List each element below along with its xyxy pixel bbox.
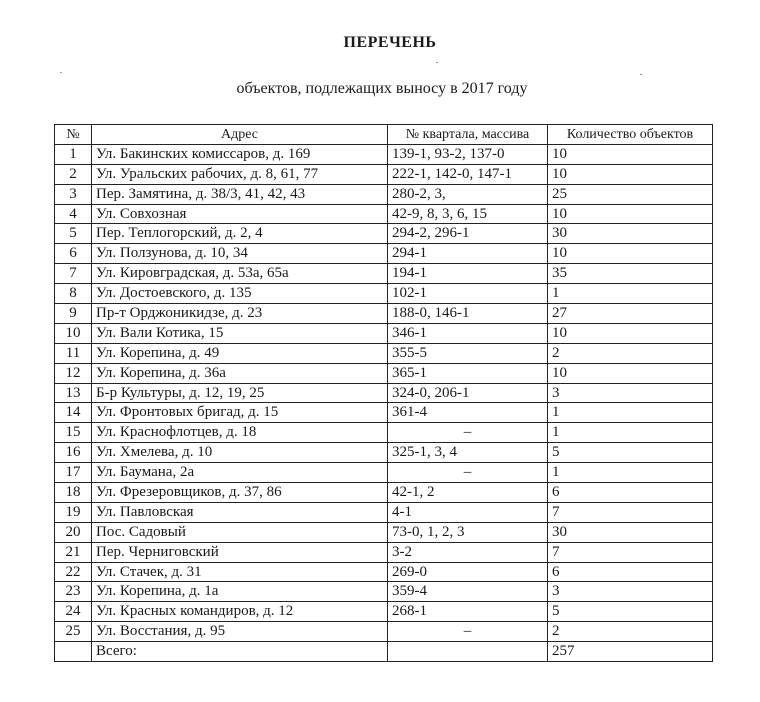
row-quarter-cell: 325-1, 3, 4	[388, 443, 548, 463]
row-address-cell: Ул. Фрезеровщиков, д. 37, 86	[92, 483, 388, 503]
row-count-cell: 35	[548, 264, 713, 284]
row-quarter-cell: 269-0	[388, 562, 548, 582]
row-address-cell: Пр-т Орджоникидзе, д. 23	[92, 304, 388, 324]
row-number-cell: 13	[55, 383, 92, 403]
row-count-cell: 5	[548, 443, 713, 463]
row-quarter-cell: –	[388, 622, 548, 642]
table-row	[55, 164, 713, 184]
row-count-cell: 30	[548, 522, 713, 542]
row-quarter-cell: 194-1	[388, 264, 548, 284]
row-count-cell: 3	[548, 383, 713, 403]
table-row	[55, 264, 713, 284]
row-count-cell: 7	[548, 502, 713, 522]
table-row	[55, 363, 713, 383]
row-count-cell: 10	[548, 204, 713, 224]
row-count-cell: 10	[548, 323, 713, 343]
row-quarter-cell: 42-1, 2	[388, 483, 548, 503]
row-address-cell: Пер. Черниговский	[92, 542, 388, 562]
row-number-cell: 17	[55, 463, 92, 483]
total-empty-cell	[55, 642, 92, 662]
row-quarter-cell: 294-2, 296-1	[388, 224, 548, 244]
row-quarter-cell: 139-1, 93-2, 137-0	[388, 144, 548, 164]
row-count-cell: 1	[548, 403, 713, 423]
row-number-cell: 7	[55, 264, 92, 284]
table-row	[55, 562, 713, 582]
table-row	[55, 443, 713, 463]
row-quarter-cell: –	[388, 423, 548, 443]
table-row	[55, 483, 713, 503]
row-number-cell: 3	[55, 184, 92, 204]
row-number-cell: 10	[55, 323, 92, 343]
row-number-cell: 15	[55, 423, 92, 443]
row-number-cell: 11	[55, 343, 92, 363]
table-row	[55, 204, 713, 224]
row-quarter-cell: 365-1	[388, 363, 548, 383]
row-number-cell: 23	[55, 582, 92, 602]
row-number-cell: 19	[55, 502, 92, 522]
table-row	[55, 622, 713, 642]
row-quarter-cell: 102-1	[388, 284, 548, 304]
table-row	[55, 343, 713, 363]
row-address-cell: Ул. Уральских рабочих, д. 8, 61, 77	[92, 164, 388, 184]
row-address-cell: Пос. Садовый	[92, 522, 388, 542]
document-subtitle: объектов, подлежащих выносу в 2017 году	[236, 80, 528, 97]
row-count-cell: 2	[548, 343, 713, 363]
objects-table	[54, 124, 713, 662]
row-address-cell: Ул. Стачек, д. 31	[92, 562, 388, 582]
row-count-cell: 10	[548, 363, 713, 383]
row-address-cell: Ул. Достоевского, д. 135	[92, 284, 388, 304]
row-address-cell: Ул. Баумана, 2а	[92, 463, 388, 483]
row-number-cell: 1	[55, 144, 92, 164]
row-number-cell: 2	[55, 164, 92, 184]
row-address-cell: Ул. Фронтовых бригад, д. 15	[92, 403, 388, 423]
total-value: 257	[548, 642, 713, 662]
row-quarter-cell: 4-1	[388, 502, 548, 522]
row-count-cell: 6	[548, 483, 713, 503]
row-count-cell: 25	[548, 184, 713, 204]
row-count-cell: 1	[548, 284, 713, 304]
row-address-cell: Ул. Краснофлотцев, д. 18	[92, 423, 388, 443]
table-row	[55, 184, 713, 204]
table-header-row	[55, 125, 713, 145]
table-row	[55, 463, 713, 483]
table-row	[55, 582, 713, 602]
row-number-cell: 5	[55, 224, 92, 244]
row-count-cell: 10	[548, 164, 713, 184]
total-empty-cell	[388, 642, 548, 662]
total-label: Всего:	[92, 642, 388, 662]
row-number-cell: 6	[55, 244, 92, 264]
row-quarter-cell: 346-1	[388, 323, 548, 343]
table-row	[55, 423, 713, 443]
row-count-cell: 5	[548, 602, 713, 622]
table-row	[55, 403, 713, 423]
scan-speck	[640, 74, 642, 75]
scan-speck	[436, 62, 438, 63]
row-number-cell: 16	[55, 443, 92, 463]
table-row	[55, 522, 713, 542]
table-body	[55, 144, 713, 641]
row-number-cell: 21	[55, 542, 92, 562]
table-row	[55, 383, 713, 403]
row-address-cell: Ул. Бакинских комиссаров, д. 169	[92, 144, 388, 164]
table-row	[55, 323, 713, 343]
row-address-cell: Ул. Кировградская, д. 53а, 65а	[92, 264, 388, 284]
document-title: ПЕРЕЧЕНЬ	[343, 34, 437, 51]
row-count-cell: 7	[548, 542, 713, 562]
row-quarter-cell: 280-2, 3,	[388, 184, 548, 204]
row-address-cell: Ул. Корепина, д. 49	[92, 343, 388, 363]
row-number-cell: 24	[55, 602, 92, 622]
row-quarter-cell: 222-1, 142-0, 147-1	[388, 164, 548, 184]
row-address-cell: Ул. Восстания, д. 95	[92, 622, 388, 642]
row-number-cell: 25	[55, 622, 92, 642]
row-quarter-cell: 294-1	[388, 244, 548, 264]
row-count-cell: 1	[548, 463, 713, 483]
row-address-cell: Ул. Ползунова, д. 10, 34	[92, 244, 388, 264]
row-number-cell: 12	[55, 363, 92, 383]
row-number-cell: 9	[55, 304, 92, 324]
row-quarter-cell: 3-2	[388, 542, 548, 562]
row-count-cell: 6	[548, 562, 713, 582]
row-quarter-cell: 188-0, 146-1	[388, 304, 548, 324]
row-address-cell: Пер. Замятина, д. 38/3, 41, 42, 43	[92, 184, 388, 204]
row-count-cell: 30	[548, 224, 713, 244]
row-number-cell: 18	[55, 483, 92, 503]
row-number-cell: 14	[55, 403, 92, 423]
row-quarter-cell: 73-0, 1, 2, 3	[388, 522, 548, 542]
scan-speck	[60, 72, 62, 73]
row-address-cell: Ул. Совхозная	[92, 204, 388, 224]
row-address-cell: Ул. Павловская	[92, 502, 388, 522]
table-row	[55, 502, 713, 522]
row-count-cell: 27	[548, 304, 713, 324]
row-count-cell: 10	[548, 144, 713, 164]
row-number-cell: 20	[55, 522, 92, 542]
header-address: Адрес	[92, 125, 388, 145]
header-quarter: № квартала, массива	[388, 125, 548, 145]
table-row	[55, 542, 713, 562]
row-address-cell: Ул. Красных командиров, д. 12	[92, 602, 388, 622]
row-quarter-cell: 355-5	[388, 343, 548, 363]
row-address-cell: Б-р Культуры, д. 12, 19, 25	[92, 383, 388, 403]
row-count-cell: 3	[548, 582, 713, 602]
row-address-cell: Ул. Корепина, д. 36а	[92, 363, 388, 383]
row-count-cell: 1	[548, 423, 713, 443]
table-row	[55, 244, 713, 264]
row-quarter-cell: 268-1	[388, 602, 548, 622]
table-row	[55, 602, 713, 622]
row-number-cell: 8	[55, 284, 92, 304]
table-row	[55, 284, 713, 304]
row-quarter-cell: 42-9, 8, 3, 6, 15	[388, 204, 548, 224]
table-row	[55, 304, 713, 324]
table-row	[55, 144, 713, 164]
table-total-row	[55, 642, 713, 662]
row-quarter-cell: –	[388, 463, 548, 483]
row-number-cell: 4	[55, 204, 92, 224]
table-row	[55, 224, 713, 244]
header-count: Количество объектов	[548, 125, 713, 145]
row-count-cell: 2	[548, 622, 713, 642]
row-quarter-cell: 359-4	[388, 582, 548, 602]
row-count-cell: 10	[548, 244, 713, 264]
row-address-cell: Ул. Корепина, д. 1а	[92, 582, 388, 602]
header-number: №	[55, 125, 92, 145]
row-address-cell: Пер. Теплогорский, д. 2, 4	[92, 224, 388, 244]
row-number-cell: 22	[55, 562, 92, 582]
row-address-cell: Ул. Хмелева, д. 10	[92, 443, 388, 463]
row-quarter-cell: 361-4	[388, 403, 548, 423]
row-address-cell: Ул. Вали Котика, 15	[92, 323, 388, 343]
row-quarter-cell: 324-0, 206-1	[388, 383, 548, 403]
